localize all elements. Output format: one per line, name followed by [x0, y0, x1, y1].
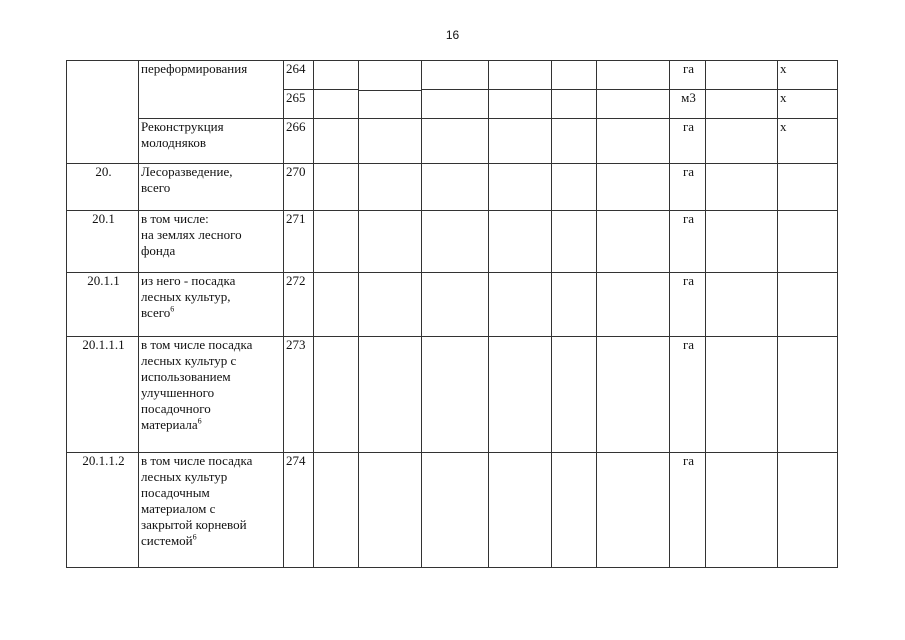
footnote-mark: 6	[197, 416, 202, 426]
value-cell	[359, 119, 422, 164]
page-number: 16	[445, 28, 460, 42]
value-cell	[422, 453, 489, 568]
value-cell	[706, 61, 778, 90]
row-name-cell	[139, 61, 284, 119]
value-cell	[489, 90, 552, 119]
value-cell	[359, 164, 422, 211]
row-code-cell	[284, 337, 314, 453]
value-cell	[706, 164, 778, 211]
unit-cell	[670, 90, 706, 119]
value-cell	[597, 119, 670, 164]
value-cell	[552, 211, 597, 273]
value-cell	[597, 337, 670, 453]
unit-cell	[670, 164, 706, 211]
row-name-line: улучшенного	[141, 385, 215, 400]
value-cell	[314, 337, 359, 453]
table-row	[67, 164, 838, 211]
unit-cell	[670, 273, 706, 337]
value-cell	[706, 453, 778, 568]
value-cell	[552, 273, 597, 337]
unit-label: га	[682, 211, 695, 226]
value-cell	[314, 164, 359, 211]
row-name-line: молодняков	[141, 135, 207, 150]
value-cell	[778, 164, 838, 211]
value-cell	[552, 337, 597, 453]
value-cell	[359, 61, 422, 119]
mark-label: х	[780, 119, 787, 134]
value-cell	[314, 61, 359, 90]
table-row	[67, 273, 838, 337]
row-code-cell	[284, 273, 314, 337]
row-number-cell	[67, 337, 139, 453]
row-name-cell	[139, 119, 284, 164]
footnote-mark: 6	[170, 304, 175, 314]
mark-cell	[778, 90, 838, 119]
value-cell	[314, 273, 359, 337]
row-code-cell	[284, 164, 314, 211]
row-code: 273	[286, 337, 306, 352]
unit-cell	[670, 337, 706, 453]
row-number: 20.1.1	[87, 273, 120, 288]
mark-label: х	[780, 90, 787, 105]
value-cell	[552, 164, 597, 211]
row-name-line: Лесоразведение,	[141, 164, 233, 179]
unit-label: га	[682, 453, 695, 468]
row-number-cell	[67, 61, 139, 164]
row-name-cell	[139, 453, 284, 568]
value-cell	[706, 337, 778, 453]
value-cell	[489, 453, 552, 568]
value-cell	[778, 453, 838, 568]
value-cell	[597, 273, 670, 337]
row-name-line: всего	[141, 180, 171, 195]
row-name: переформирования	[141, 61, 248, 76]
row-number: 20.	[95, 164, 112, 179]
unit-label: га	[682, 119, 695, 134]
mark-label: х	[780, 61, 787, 76]
row-number-cell	[67, 164, 139, 211]
footnote-mark: 6	[192, 532, 197, 542]
value-cell	[489, 211, 552, 273]
value-cell	[422, 90, 489, 119]
table-row	[67, 61, 838, 90]
mark-cell	[778, 119, 838, 164]
unit-label: га	[682, 337, 695, 352]
row-name-line: посадочного	[141, 401, 211, 416]
row-code: 264	[286, 61, 306, 76]
unit-label: га	[682, 164, 695, 179]
row-name-cell	[139, 337, 284, 453]
value-cell	[359, 273, 422, 337]
value-cell	[552, 90, 597, 119]
row-name-line: на землях лесного	[141, 227, 242, 242]
row-name-cell	[139, 164, 284, 211]
unit-label: га	[682, 273, 695, 288]
row-name-line	[141, 305, 283, 321]
row-name-line: из него - посадка	[141, 273, 236, 288]
row-code-cell	[284, 90, 314, 119]
value-cell	[422, 61, 489, 90]
unit-label: га	[682, 61, 695, 76]
row-code: 266	[286, 119, 306, 134]
row-code-cell	[284, 211, 314, 273]
value-cell	[706, 211, 778, 273]
value-cell	[489, 273, 552, 337]
unit-label: м3	[681, 90, 696, 105]
unit-cell	[670, 453, 706, 568]
value-cell	[552, 119, 597, 164]
row-name-line	[141, 417, 283, 433]
value-cell	[597, 211, 670, 273]
table-row	[67, 211, 838, 273]
row-name-text: всего	[141, 305, 171, 320]
value-cell	[489, 119, 552, 164]
row-number-cell	[67, 453, 139, 568]
value-cell	[359, 453, 422, 568]
value-cell	[597, 164, 670, 211]
table-row	[67, 337, 838, 453]
row-code-cell	[284, 119, 314, 164]
row-name-cell	[139, 273, 284, 337]
unit-cell	[670, 119, 706, 164]
row-name-line: Реконструкция	[141, 119, 224, 134]
value-cell	[422, 211, 489, 273]
row-name-line: закрытой корневой	[141, 517, 247, 532]
value-cell	[706, 119, 778, 164]
row-name-line: в том числе посадка	[141, 337, 253, 352]
value-cell	[778, 211, 838, 273]
row-code-cell	[284, 453, 314, 568]
unit-cell	[670, 211, 706, 273]
row-name-text: материала	[141, 417, 198, 432]
mark-cell	[778, 61, 838, 90]
row-code: 270	[286, 164, 306, 179]
value-cell	[597, 90, 670, 119]
row-number: 20.1.1.1	[82, 337, 125, 352]
table-row	[67, 453, 838, 568]
row-name-line: фонда	[141, 243, 176, 258]
row-name-line: материалом с	[141, 501, 216, 516]
row-code: 272	[286, 273, 306, 288]
value-cell	[422, 273, 489, 337]
row-code: 274	[286, 453, 306, 468]
row-name-line: лесных культур с	[141, 353, 237, 368]
value-cell	[359, 337, 422, 453]
row-name-line: использованием	[141, 369, 231, 384]
unit-cell	[670, 61, 706, 90]
value-cell	[489, 164, 552, 211]
form-table	[66, 60, 838, 568]
row-number: 20.1.1.2	[82, 453, 125, 468]
row-number-cell	[67, 211, 139, 273]
value-cell	[552, 453, 597, 568]
value-cell	[489, 337, 552, 453]
row-name-cell	[139, 211, 284, 273]
value-cell	[314, 453, 359, 568]
row-code: 271	[286, 211, 306, 226]
row-name-line: в том числе посадка	[141, 453, 253, 468]
value-cell	[597, 453, 670, 568]
table-row	[67, 119, 838, 164]
value-cell	[359, 211, 422, 273]
value-cell	[314, 90, 359, 119]
value-cell	[778, 273, 838, 337]
row-name-line: в том числе:	[141, 211, 209, 226]
row-code: 265	[286, 90, 306, 105]
value-cell	[597, 61, 670, 90]
value-cell	[314, 211, 359, 273]
row-name-line: лесных культур,	[141, 289, 231, 304]
value-cell	[489, 61, 552, 90]
value-cell	[552, 61, 597, 90]
row-number-cell	[67, 273, 139, 337]
row-name-text: системой	[141, 533, 193, 548]
value-cell	[314, 119, 359, 164]
value-cell	[706, 273, 778, 337]
row-name-line	[141, 533, 283, 549]
value-cell	[422, 119, 489, 164]
value-cell	[422, 337, 489, 453]
value-cell	[778, 337, 838, 453]
value-cell	[706, 90, 778, 119]
row-number: 20.1	[92, 211, 115, 226]
row-name-line: посадочным	[141, 485, 210, 500]
value-cell	[422, 164, 489, 211]
row-code-cell	[284, 61, 314, 90]
row-name-line: лесных культур	[141, 469, 228, 484]
